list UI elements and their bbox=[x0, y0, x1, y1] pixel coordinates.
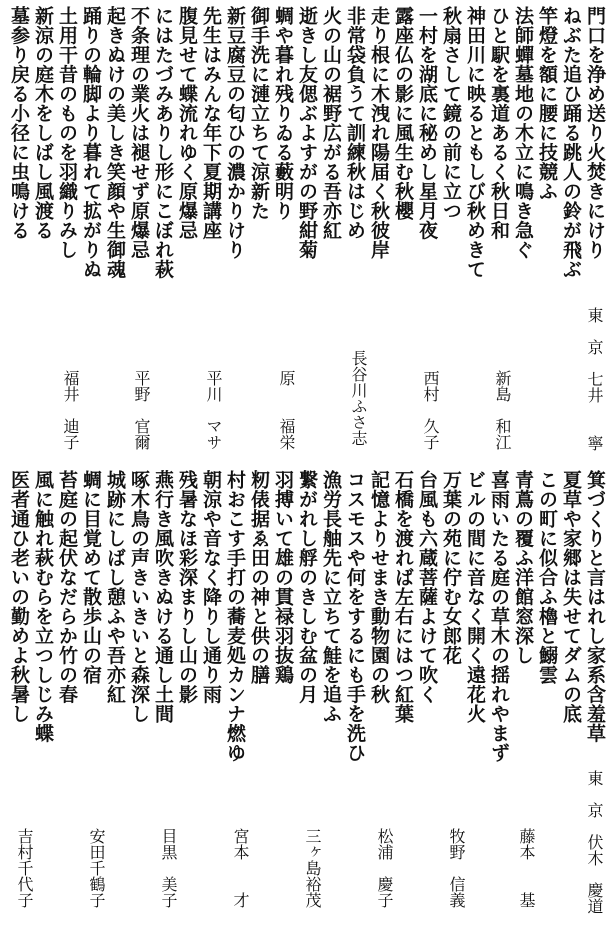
haiku-line: 村おこす手打の蕎麦処カンナ燃ゆ bbox=[224, 470, 246, 763]
haiku-line: 神田川に映るともしび秋めきて bbox=[464, 6, 486, 279]
haiku-line: 夏草や家郷は失せてダムの底 bbox=[560, 470, 582, 724]
haiku-line: 万葉の苑に佇む女郎花 bbox=[440, 470, 462, 665]
haiku-line: 啄木鳥の声きいきいと森深し bbox=[128, 470, 150, 724]
haiku-line: 医者通ひ老いの勤めよ秋暑し bbox=[8, 470, 30, 724]
haiku-line: 不条理の業火は褪せず原爆忌 bbox=[128, 6, 150, 260]
haiku-line: 走り根に木洩れ陽届く秋彼岸 bbox=[368, 6, 390, 260]
haiku-line: 露座仏の影に風生む秋櫻 bbox=[392, 6, 414, 221]
haiku-line: 残暑なほ彩深まりし山の影 bbox=[176, 470, 198, 704]
haiku-line: 土用干昔のものを羽織りみし bbox=[56, 6, 78, 260]
author-name: 東 京 伏木 慶道 bbox=[585, 770, 604, 914]
author-name: 新島 和江 bbox=[493, 370, 512, 450]
haiku-line: ねぶた追ひ踊る跳人の鈴が飛ぶ bbox=[560, 6, 582, 279]
author-name: 原 福栄 bbox=[277, 370, 296, 450]
haiku-line: 踊りの輪脚より暮れて拡がりぬ bbox=[80, 6, 102, 279]
haiku-line: 腹見せて蝶流れゆく原爆忌 bbox=[176, 6, 198, 240]
haiku-line: 秋扇さして鏡の前に立つ bbox=[440, 6, 462, 221]
haiku-line: 城跡にしばし憩ふや吾亦紅 bbox=[104, 470, 126, 704]
haiku-line: 喜雨いたる庭の草木の揺れやまず bbox=[488, 470, 510, 763]
haiku-line: 御手洗に漣立ちて涼新た bbox=[248, 6, 270, 221]
haiku-line: 記憶よりせまき動物園の秋 bbox=[368, 470, 390, 704]
haiku-line: 箕づくりと言はれし家系含羞草 bbox=[584, 470, 606, 743]
haiku-line: 朝涼や音なく降りし通り雨 bbox=[200, 470, 222, 704]
haiku-line: 繋がれし艀のきしむ盆の月 bbox=[296, 470, 318, 704]
author-name: 藤本 基 bbox=[517, 828, 536, 908]
haiku-line: 燕行き風吹きぬける通し土間 bbox=[152, 470, 174, 724]
haiku-line: 先生はみんな年下夏期講座 bbox=[200, 6, 222, 240]
haiku-line: 台風も六蔵菩薩よけて吹く bbox=[416, 470, 438, 704]
author-name: 平野 官爾 bbox=[132, 370, 151, 450]
haiku-line: 籾俵据ゑ田の神と供の膳 bbox=[248, 470, 270, 685]
haiku-line: 風に触れ萩むらを立つしじみ蝶 bbox=[32, 470, 54, 743]
haiku-line: 新豆腐豆の匂ひの濃かりけり bbox=[224, 6, 246, 260]
haiku-line: 逝きし友偲ぶよすがの野紺菊 bbox=[296, 6, 318, 260]
haiku-line: 漁労長舳先に立ちて鮭を追ふ bbox=[320, 470, 342, 724]
haiku-line: 新涼の庭木をしばし風渡る bbox=[32, 6, 54, 240]
author-name: 平川 マサ bbox=[204, 370, 223, 450]
haiku-line: 法師蟬墓地の木立に鳴き急ぐ bbox=[512, 6, 534, 260]
haiku-line: 一村を湖底に秘めし星月夜 bbox=[416, 6, 438, 240]
top-haiku-block bbox=[0, 6, 609, 458]
author-name: 東 京 七井 寧 bbox=[585, 307, 604, 451]
author-name: 松浦 慶子 bbox=[375, 828, 394, 908]
author-name: 長谷川ふさ志 bbox=[349, 350, 368, 446]
haiku-line: 羽搏いて雄の貫禄羽抜鶏 bbox=[272, 470, 294, 685]
haiku-line: 蜩に目覚めて散歩山の宿 bbox=[80, 470, 102, 685]
haiku-line: 苔庭の起伏なだらか竹の春 bbox=[56, 470, 78, 704]
author-name: 安田千鶴子 bbox=[87, 828, 106, 908]
haiku-line: 青蔦の覆ふ洋館窓深し bbox=[512, 470, 534, 665]
author-name: 三ヶ島裕茂 bbox=[303, 828, 322, 908]
haiku-line: 火の山の裾野広がる吾亦紅 bbox=[320, 6, 342, 240]
haiku-line: 石橋を渡れば左右にはつ紅葉 bbox=[392, 470, 414, 724]
haiku-line: 起きぬけの美しき笑顔や生御魂 bbox=[104, 6, 126, 279]
author-name: 福井 迪子 bbox=[61, 370, 80, 450]
haiku-line: ひと駅を裏道あるく秋日和 bbox=[488, 6, 510, 240]
haiku-line: 門口を浄め送り火焚きにけり bbox=[584, 6, 606, 260]
haiku-line: にはたづみありし形にこぼれ萩 bbox=[152, 6, 174, 279]
author-name: 宮本 才 bbox=[231, 828, 250, 908]
author-name: 牧野 信義 bbox=[447, 828, 466, 908]
haiku-line: 蜩や暮れ残りゐる藪明り bbox=[272, 6, 294, 221]
haiku-line: 非常袋負うて訓練秋はじめ bbox=[344, 6, 366, 240]
haiku-line: コスモスや何をするにも手を洗ひ bbox=[344, 470, 366, 763]
haiku-line: この町に似合ふ櫓と鰯雲 bbox=[536, 470, 558, 685]
haiku-line: 竿燈を額に腰に技競ふ bbox=[536, 6, 558, 201]
bottom-haiku-block bbox=[0, 470, 609, 922]
author-name: 西村 久子 bbox=[421, 370, 440, 450]
haiku-line: ビルの間に音なく開く遠花火 bbox=[464, 470, 486, 724]
author-name: 目黒 美子 bbox=[159, 828, 178, 908]
haiku-line: 墓参り戻る小径に虫鳴ける bbox=[8, 6, 30, 240]
author-name: 吉村千代子 bbox=[15, 828, 34, 908]
